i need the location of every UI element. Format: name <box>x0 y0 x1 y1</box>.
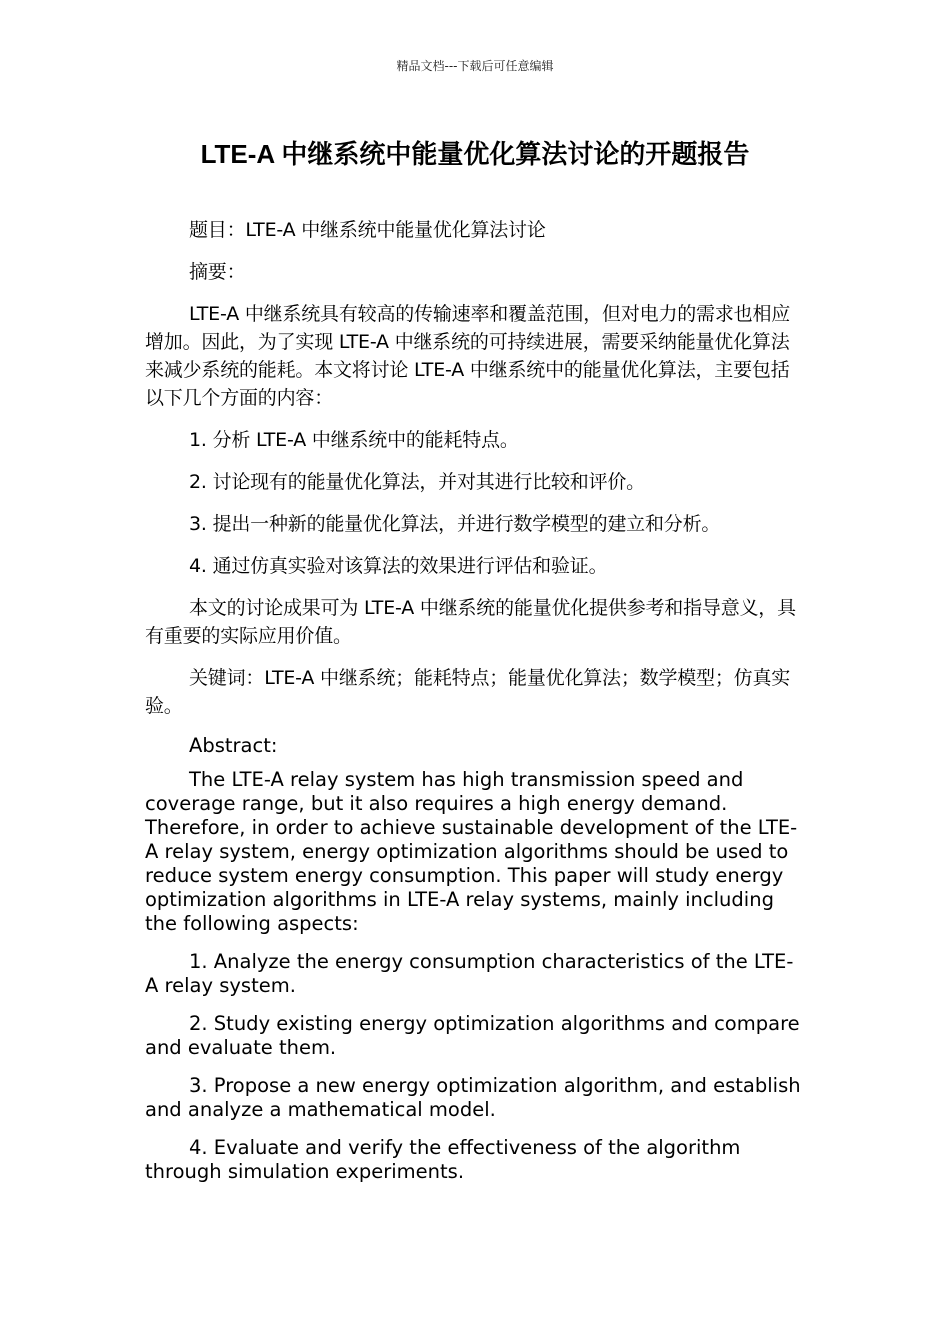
abstract-cn-paragraph: LTE-A 中继系统具有较高的传输速率和覆盖范围，但对电力的需求也相应增加。因此，为了实现 LTE-A 中继系统的可持续进展，需要采纳能量优化算法来减少系统的能耗。本文将讨论 LTE-A 中继系统中的能量优化算法，主要包括以下几个方面的内容： <box>145 303 791 409</box>
aspect-cn-item-3: 3. 提出一种新的能量优化算法，并进行数学模型的建立和分析。 <box>189 513 721 535</box>
aspect-cn-item-4: 4. 通过仿真实验对该算法的效果进行评估和验证。 <box>189 555 608 577</box>
abstract-en-heading: Abstract: <box>189 734 278 757</box>
aspect-cn-item-2: 2. 讨论现有的能量优化算法，并对其进行比较和评价。 <box>189 471 645 493</box>
aspect-en-item-2: 2. Study existing energy optimization algorithms and compare and evaluate them. <box>145 1012 800 1059</box>
document-body <box>145 216 805 1198</box>
aspect-cn-item-1: 1. 分析 LTE-A 中继系统中的能耗特点。 <box>189 429 519 451</box>
header-note: 精品文档---下载后可任意编辑 <box>396 59 554 73</box>
abstract-en-paragraph: The LTE-A relay system has high transmission speed and coverage range, but it also requires a high energy demand. Therefore, in order to achieve sustainable development of the LTE-A relay system, energy optimization algorithms should be used to reduce system energy consumption. This paper will study energy optimization algorithms in LTE-A relay systems, mainly including the following aspects: <box>145 768 798 935</box>
document-title: LTE-A 中继系统中能量优化算法讨论的开题报告 <box>200 139 750 169</box>
aspect-en-item-3: 3. Propose a new energy optimization algorithm, and establish and analyze a mathematical model. <box>145 1074 801 1121</box>
aspect-en-item-4: 4. Evaluate and verify the effectiveness of the algorithm through simulation experiments. <box>145 1136 741 1183</box>
aspect-en-item-1: 1. Analyze the energy consumption characteristics of the LTE-A relay system. <box>145 950 794 997</box>
abstract-cn-heading: 摘要： <box>189 261 246 283</box>
keywords-cn-paragraph: 关键词：LTE-A 中继系统；能耗特点；能量优化算法；数学模型；仿真实验。 <box>145 667 791 717</box>
topic-paragraph: 题目：LTE-A 中继系统中能量优化算法讨论 <box>189 219 546 241</box>
conclusion-cn-paragraph: 本文的讨论成果可为 LTE-A 中继系统的能量优化提供参考和指导意义，具有重要的实际应用价值。 <box>145 597 796 647</box>
